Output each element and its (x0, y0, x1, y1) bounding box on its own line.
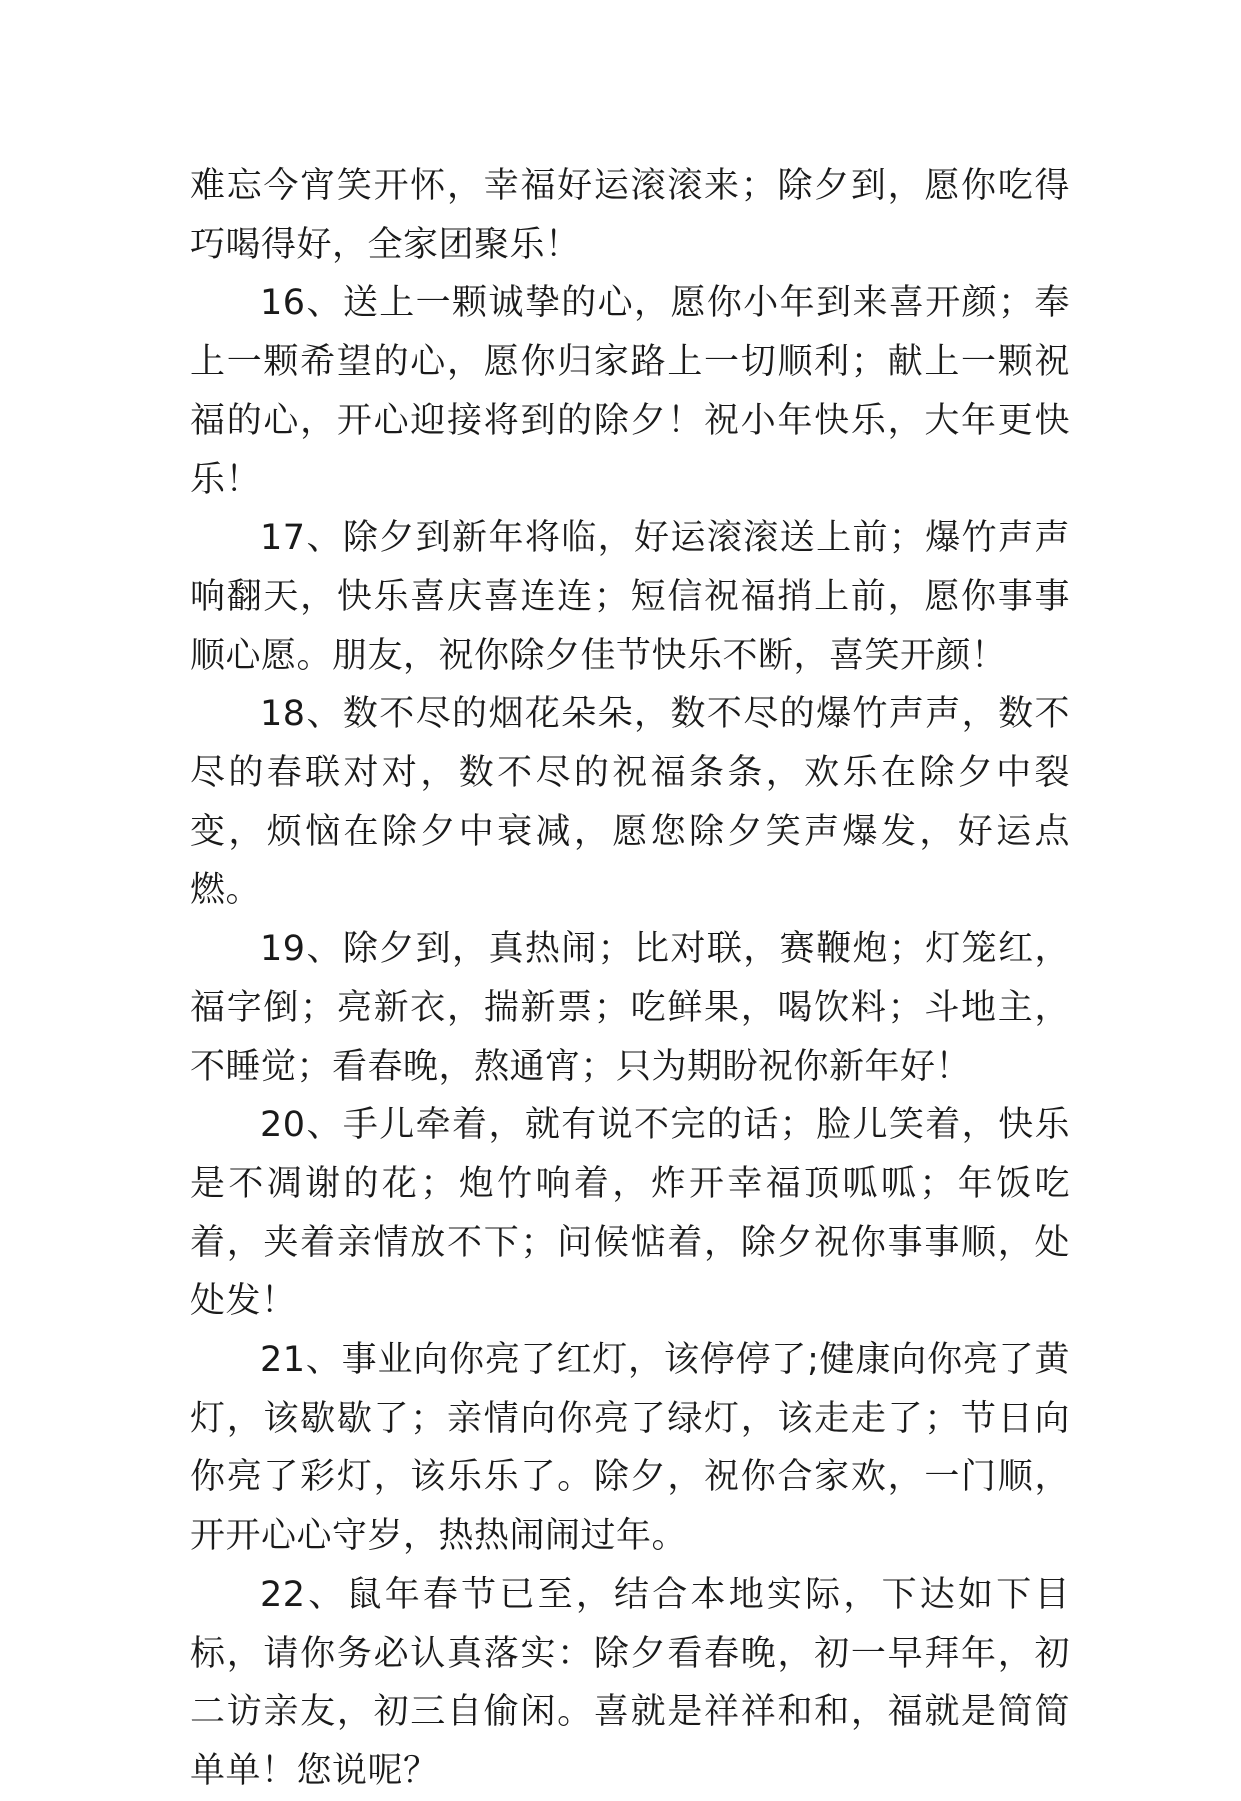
paragraph-item-19: 19、除夕到，真热闹；比对联，赛鞭炮；灯笼红，福字倒；亮新衣，揣新票；吃鲜果，喝饮料；斗地主，不睡觉；看春晚，熬通宵；只为期盼祝你新年好！ (190, 929, 1070, 1087)
body-text (190, 157, 1070, 1801)
paragraph-continuation: 难忘今宵笑开怀，幸福好运滚滚来；除夕到，愿你吃得巧喝得好，全家团聚乐！ (190, 166, 1070, 265)
paragraph-item-21: 21、事业向你亮了红灯，该停停了;健康向你亮了黄灯，该歇歇了；亲情向你亮了绿灯，该走走了；节日向你亮了彩灯，该乐乐了。除夕，祝你合家欢，一门顺，开开心心守岁，热热闹闹过年。 (190, 1340, 1070, 1557)
paragraph-item-16: 16、送上一颗诚挚的心，愿你小年到来喜开颜；奉上一颗希望的心，愿你归家路上一切顺利；献上一颗祝福的心，开心迎接将到的除夕！祝小年快乐，大年更快乐！ (190, 283, 1070, 500)
paragraph-item-22: 22、鼠年春节已至，结合本地实际，下达如下目标，请你务必认真落实：除夕看春晚，初一早拜年，初二访亲友，初三自偷闲。喜就是祥祥和和，福就是简简单单！您说呢？ (190, 1574, 1070, 1791)
paragraph-item-17: 17、除夕到新年将临，好运滚滚送上前；爆竹声声响翻天，快乐喜庆喜连连；短信祝福捎上前，愿你事事顺心愿。朋友，祝你除夕佳节快乐不断，喜笑开颜！ (190, 518, 1070, 676)
paragraph-item-20: 20、手儿牵着，就有说不完的话；脸儿笑着，快乐是不凋谢的花；炮竹响着，炸开幸福顶呱呱；年饭吃着，夹着亲情放不下；问候惦着，除夕祝你事事顺，处处发！ (190, 1105, 1070, 1322)
paragraph-item-18: 18、数不尽的烟花朵朵，数不尽的爆竹声声，数不尽的春联对对，数不尽的祝福条条，欢乐在除夕中裂变，烦恼在除夕中衰减，愿您除夕笑声爆发，好运点燃。 (190, 694, 1070, 911)
